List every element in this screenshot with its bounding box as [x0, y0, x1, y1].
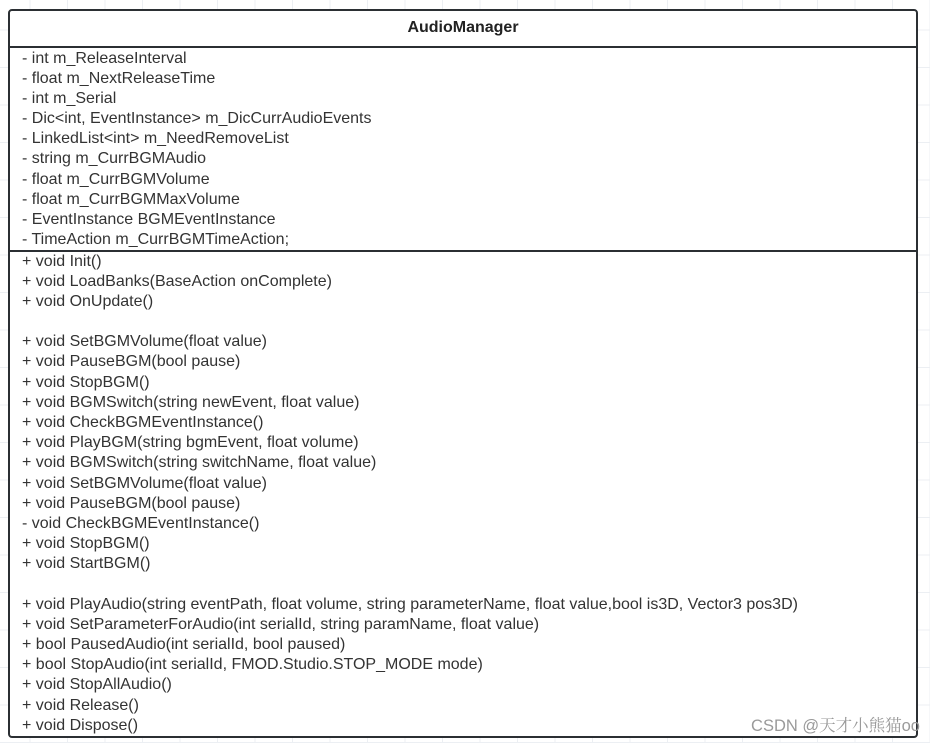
attributes-section	[10, 48, 916, 252]
class-name: AudioManager	[10, 11, 916, 48]
method-row: + bool StopAudio(int serialId, FMOD.Studio.STOP_MODE mode)	[22, 656, 483, 674]
method-row: + void OnUpdate()	[22, 292, 154, 310]
method-row: + void PlayAudio(string eventPath, float volume, string parameterName, float value,bool is3D, Vector3 pos3D)	[22, 595, 798, 613]
method-row: + void Dispose()	[22, 716, 139, 734]
method-row: + void BGMSwitch(string newEvent, float value)	[22, 393, 360, 411]
attribute-row: - float m_NextReleaseTime	[22, 69, 216, 87]
attribute-row: - int m_Serial	[22, 89, 117, 107]
method-row: + void StopBGM()	[22, 373, 150, 391]
attribute-row: - string m_CurrBGMAudio	[22, 150, 207, 168]
method-row: + void Release()	[22, 696, 139, 714]
method-row: + void StartBGM()	[22, 555, 151, 573]
method-row: + void Init()	[22, 252, 102, 270]
methods-section	[10, 252, 916, 737]
method-row	[10, 575, 916, 595]
method-row: + void BGMSwitch(string switchName, float value)	[22, 454, 377, 472]
attribute-row: - float m_CurrBGMVolume	[22, 170, 210, 188]
attribute-row: - LinkedList<int> m_NeedRemoveList	[22, 130, 289, 148]
method-row: + void SetParameterForAudio(int serialId, string paramName, float value)	[22, 615, 540, 633]
method-row: + void SetBGMVolume(float value)	[22, 333, 268, 351]
method-row: + void SetBGMVolume(float value)	[22, 474, 268, 492]
method-row: + void StopAllAudio()	[22, 676, 172, 694]
method-row: + void CheckBGMEventInstance()	[22, 414, 264, 431]
method-row: + void PauseBGM(bool pause)	[22, 494, 241, 512]
method-row: + void StopBGM()	[22, 535, 150, 553]
watermark: CSDN @天才小熊猫oo	[751, 717, 920, 735]
attribute-row: - int m_ReleaseInterval	[22, 49, 187, 67]
attribute-row: - float m_CurrBGMMaxVolume	[22, 190, 240, 208]
method-row: + bool PausedAudio(int serialId, bool paused)	[22, 636, 346, 654]
attribute-row: - TimeAction m_CurrBGMTimeAction;	[22, 231, 290, 249]
method-row: + void PauseBGM(bool pause)	[22, 353, 241, 371]
method-row: + void PlayBGM(string bgmEvent, float volume)	[22, 434, 359, 452]
method-row: - void CheckBGMEventInstance()	[22, 514, 260, 532]
attribute-row: - EventInstance BGMEventInstance	[22, 211, 276, 228]
method-row	[10, 312, 916, 332]
method-row: + void LoadBanks(BaseAction onComplete)	[22, 272, 332, 290]
uml-class-audiomanager	[8, 9, 918, 738]
attribute-row: - Dic<int, EventInstance> m_DicCurrAudioEvents	[22, 110, 372, 128]
